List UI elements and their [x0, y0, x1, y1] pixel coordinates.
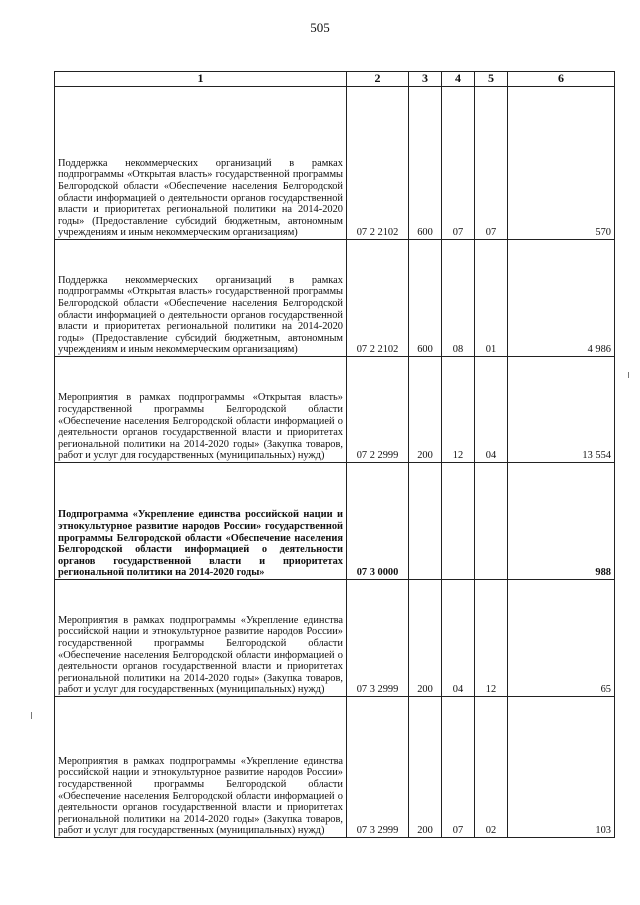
table-row: [55, 357, 615, 463]
expense-type: 200: [409, 580, 442, 697]
row-description: Подпрограмма «Укрепление единства российской нации и этнокультурное развитие народов России» государственной программы Белгородской области «Обеспечение населения Белгородской области информацией о деятельности органов государственной власти и приоритетах региональной политики на 2014-2020 годы»: [55, 463, 347, 580]
table-row: [55, 240, 615, 357]
target-code: 07 3 0000: [347, 463, 409, 580]
scan-mark: [628, 372, 629, 378]
amount: 570: [508, 87, 615, 240]
section-code: 08: [442, 240, 475, 357]
section-code: [442, 463, 475, 580]
amount: 13 554: [508, 357, 615, 463]
header-col-5: 5: [475, 72, 508, 87]
expense-type: [409, 463, 442, 580]
expense-type: 200: [409, 357, 442, 463]
table-row: [55, 580, 615, 697]
section-code: 04: [442, 580, 475, 697]
header-col-6: 6: [508, 72, 615, 87]
subsection-code: [475, 463, 508, 580]
section-code: 07: [442, 697, 475, 838]
amount: 103: [508, 697, 615, 838]
row-description: Мероприятия в рамках подпрограммы «Укрепление единства российской нации и этнокультурное развитие народов России» государственной программы Белгородской области «Обеспечение населения Белгородской области информацией о деятельности органов государственной власти и приоритетах региональной политики на 2014-2020 годы» (Закупка товаров, работ и услуг для государственных (муниципальных) нужд): [55, 580, 347, 697]
expense-type: 600: [409, 87, 442, 240]
target-code: 07 3 2999: [347, 697, 409, 838]
amount: 65: [508, 580, 615, 697]
subsection-code: 12: [475, 580, 508, 697]
row-description: Мероприятия в рамках подпрограммы «Открытая власть» государственной программы Белгородской области «Обеспечение населения Белгородской области информацией о деятельности органов государственной власти и приоритетах региональной политики на 2014-2020 годы» (Закупка товаров, работ и услуг для государственных (муниципальных) нужд): [55, 357, 347, 463]
target-code: 07 2 2102: [347, 87, 409, 240]
table-row: [55, 697, 615, 838]
subsection-code: 04: [475, 357, 508, 463]
amount: 988: [508, 463, 615, 580]
subsection-code: 01: [475, 240, 508, 357]
header-col-2: 2: [347, 72, 409, 87]
expense-type: 200: [409, 697, 442, 838]
scan-mark: [31, 712, 32, 719]
section-code: 07: [442, 87, 475, 240]
amount: 4 986: [508, 240, 615, 357]
subsection-code: 07: [475, 87, 508, 240]
table-header-row: [55, 72, 615, 87]
budget-table: [54, 71, 615, 838]
header-col-3: 3: [409, 72, 442, 87]
page-number: 505: [310, 20, 330, 35]
row-description: Поддержка некоммерческих организаций в рамках подпрограммы «Открытая власть» государственной программы Белгородской области «Обеспечение населения Белгородской области информацией о деятельности органов государственной власти и приоритетах региональной политики на 2014-2020 годы» (Предоставление субсидий бюджетным, автономным учреждениям и иным некоммерческим организациям): [55, 87, 347, 240]
section-code: 12: [442, 357, 475, 463]
target-code: 07 2 2102: [347, 240, 409, 357]
header-col-1: 1: [55, 72, 347, 87]
row-description: Мероприятия в рамках подпрограммы «Укрепление единства российской нации и этнокультурное развитие народов России» государственной программы Белгородской области «Обеспечение населения Белгородской области информацией о деятельности органов государственной власти и приоритетах региональной политики на 2014-2020 годы» (Закупка товаров, работ и услуг для государственных (муниципальных) нужд): [55, 697, 347, 838]
target-code: 07 3 2999: [347, 580, 409, 697]
target-code: 07 2 2999: [347, 357, 409, 463]
subsection-code: 02: [475, 697, 508, 838]
row-description: Поддержка некоммерческих организаций в рамках подпрограммы «Открытая власть» государственной программы Белгородской области «Обеспечение населения Белгородской области информацией о деятельности органов государственной власти и приоритетах региональной политики на 2014-2020 годы» (Предоставление субсидий бюджетным, автономным учреждениям и иным некоммерческим организациям): [55, 240, 347, 357]
table-row: [55, 87, 615, 240]
header-col-4: 4: [442, 72, 475, 87]
expense-type: 600: [409, 240, 442, 357]
table-row: [55, 463, 615, 580]
